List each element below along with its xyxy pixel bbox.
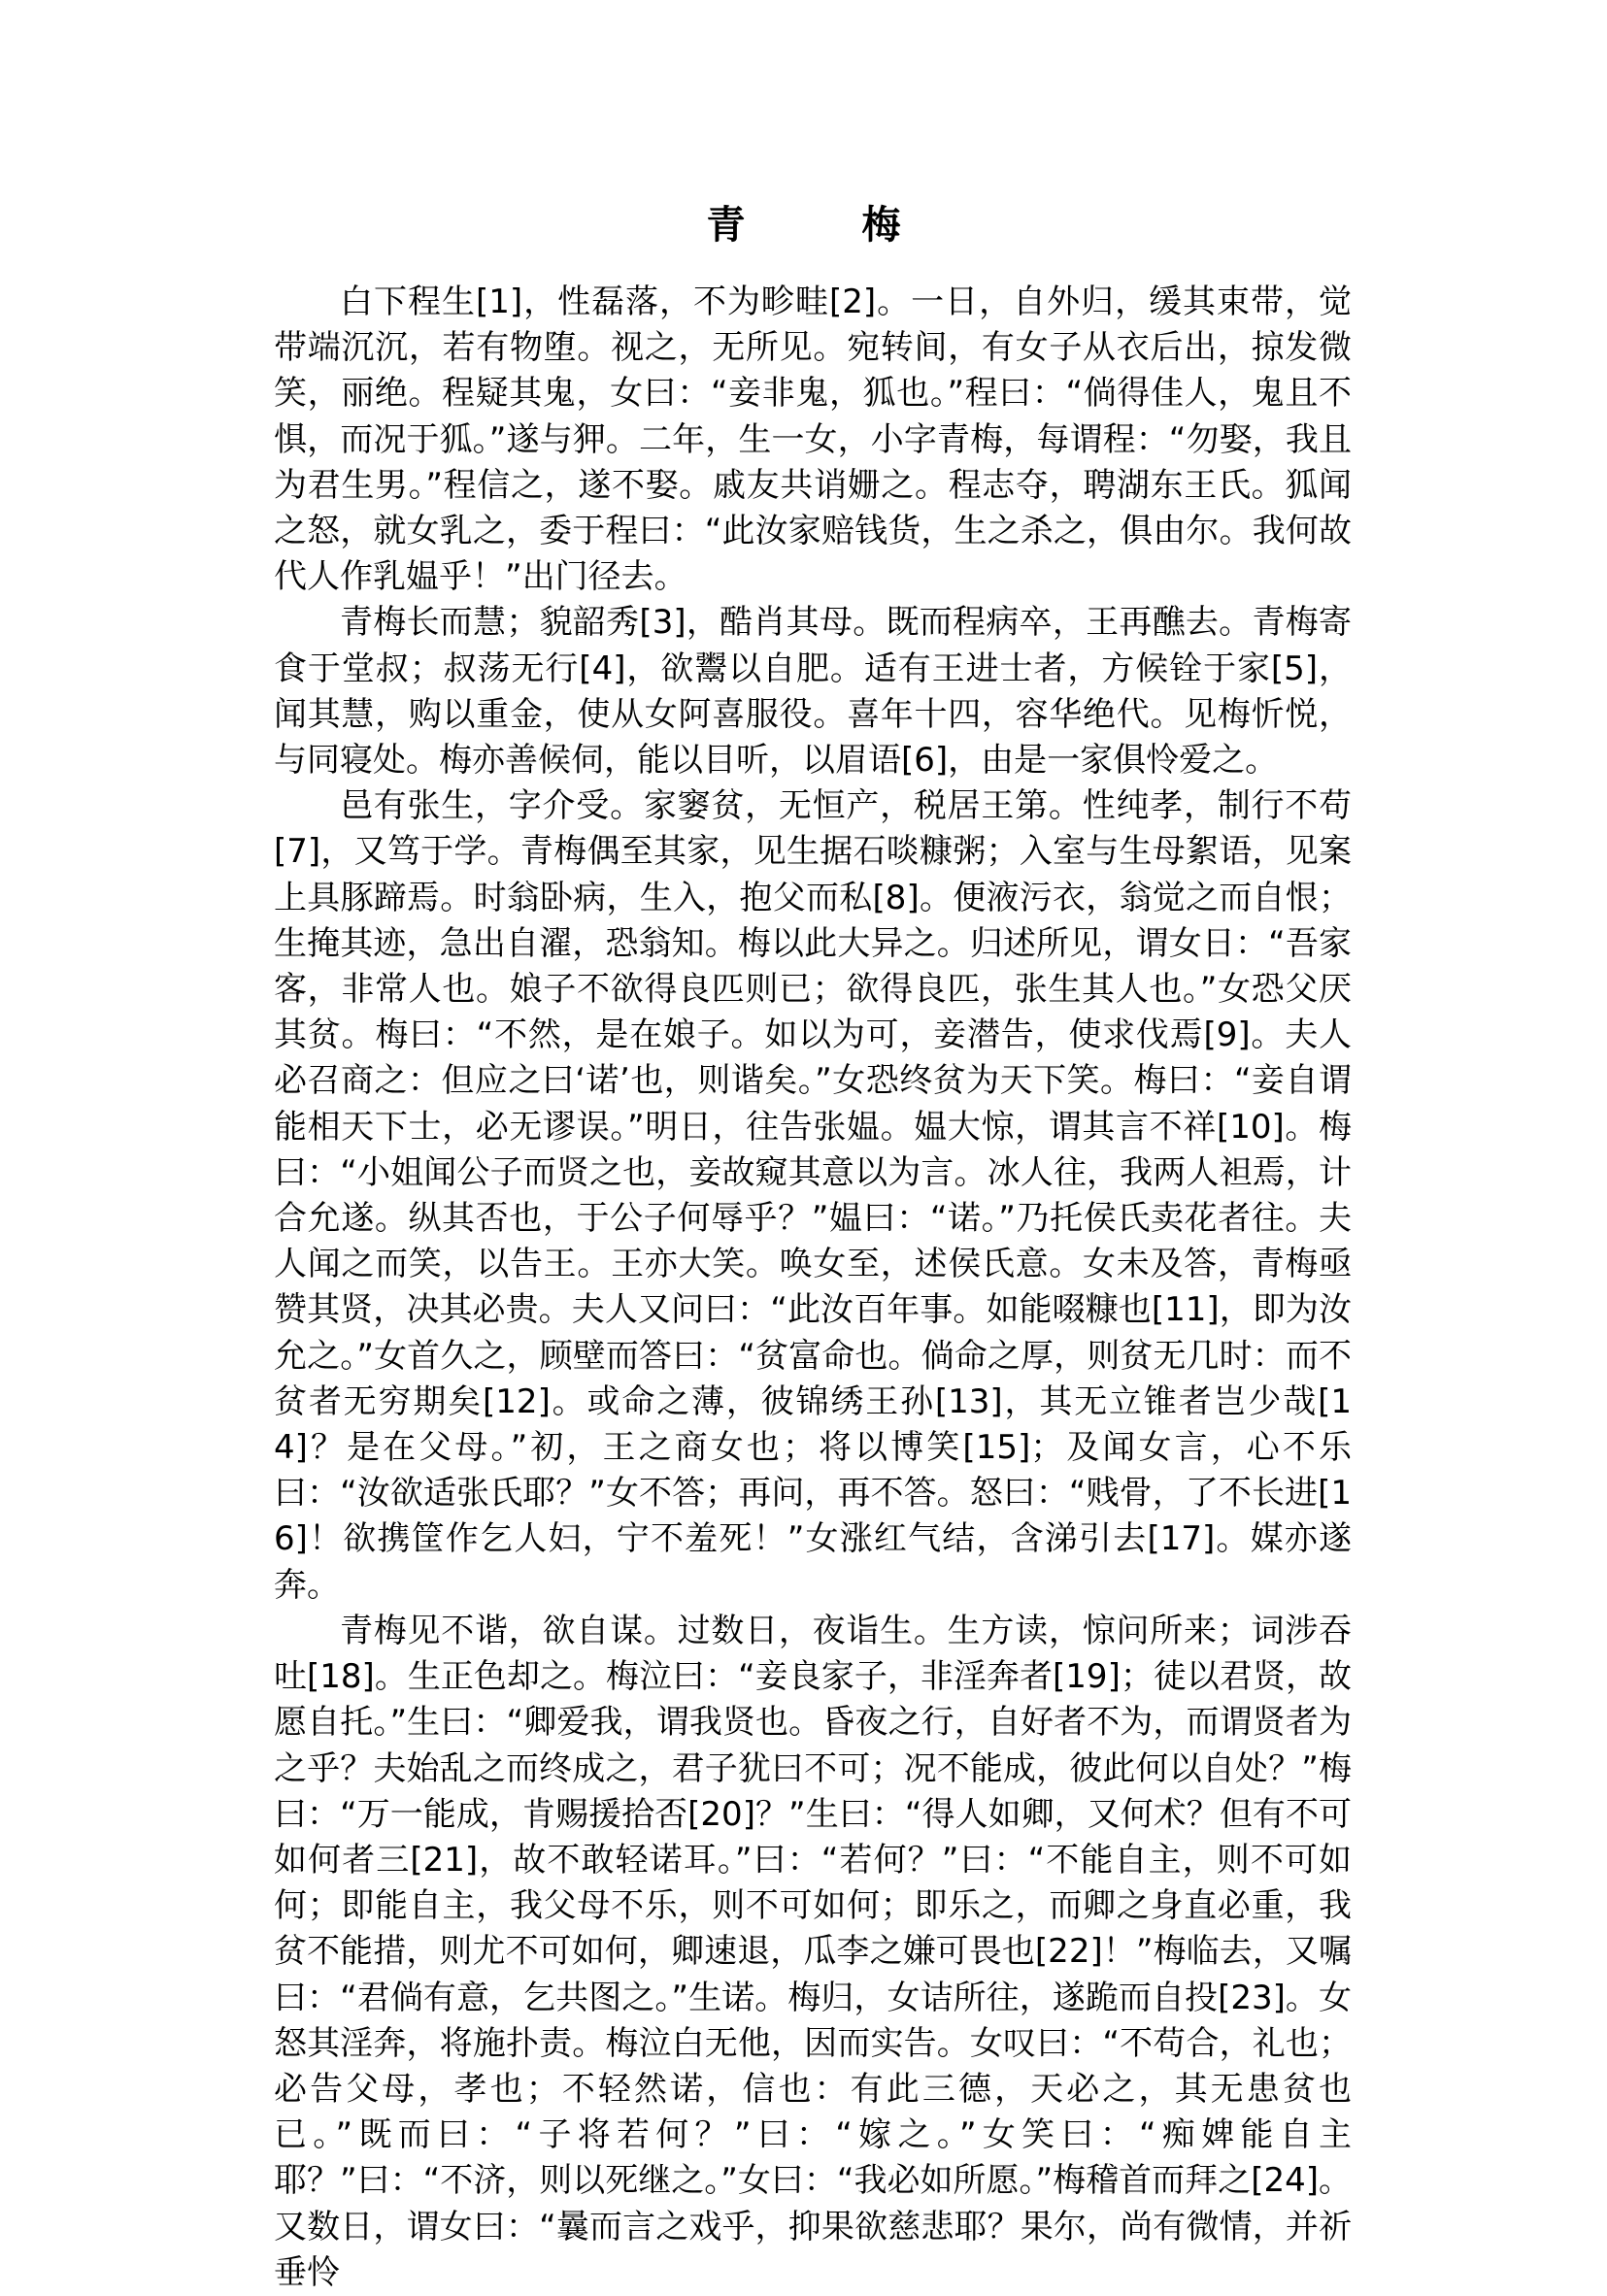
paragraph-2: 青梅长而慧；貌韶秀[3]，酷肖其母。既而程病卒，王再醮去。青梅寄食于堂叔；叔荡无行[4]，欲鬻以自肥。适有王进士者，方候铨于家[5]，闻其慧，购以重金，使从女阿喜服役。喜年十四，容华绝代。见梅忻悦，与同寝处。梅亦善候伺，能以目听，以眉语[6]，由是一家俱怜爱之。 (274, 603, 1352, 781)
page-title: 青 梅 (706, 203, 940, 248)
paragraph-4: 青梅见不谐，欲自谋。过数日，夜诣生。生方读，惊问所来；词涉吞吐[18]。生正色却之。梅泣曰：“妾良家子，非淫奔者[19]；徒以君贤，故愿自托。”生曰：“卿爱我，谓我贤也。昏夜之行，自好者不为，而谓贤者为之乎？夫始乱之而终成之，君子犹曰不可；况不能成，彼此何以自处？”梅曰：“万一能成，肯赐援拾否[20]？”生曰：“得人如卿，又何术？但有不可如何者三[21]，故不敢轻诺耳。”曰：“若何？”曰：“不能自主，则不可如何；即能自主，我父母不乐，则不可如何；即乐之，而卿之身直必重，我贫不能措，则尤不可如何，卿速退，瓜李之嫌可畏也[22]！”梅临去，又嘱曰：“君倘有意，乞共图之。”生诺。梅归，女诘所往，遂跪而自投[23]。女怒其淫奔，将施扑责。梅泣白无他，因而实告。女叹曰：“不苟合，礼也；必告父母，孝也；不轻然诺，信也：有此三德，天必之，其无患贫也已。”既而曰：“子将若何？”曰：“嫁之。”女笑曰：“痴婢能自主耶？”曰：“不济，则以死继之。”女曰：“我必如所愿。”梅稽首而拜之[24]。又数日，谓女曰：“曩而言之戏乎，抑果欲慈悲耶？果尔，尚有微情，并祈垂怜 (274, 1611, 1352, 2292)
paragraph-1: 白下程生[1]，性磊落，不为畛畦[2]。一日，自外归，缓其束带，觉带端沉沉，若有物堕。视之，无所见。宛转间，有女子从衣后出，掠发微笑，丽绝。程疑其鬼，女曰：“妾非鬼，狐也。”程曰：“倘得佳人，鬼且不惧，而况于狐。”遂与狎。二年，生一女，小字青梅，每谓程：“勿娶，我且为君生男。”程信之，遂不娶。戚友共诮姗之。程志夺，聘湖东王氏。狐闻之怒，就女乳之，委于程曰：“此汝家赔钱货，生之杀之，俱由尔。我何故代人作乳媪乎！”出门径去。 (274, 283, 1352, 597)
paragraph-3: 邑有张生，字介受。家窭贫，无恒产，税居王第。性纯孝，制行不苟[7]，又笃于学。青梅偶至其家，见生据石啖糠粥；入室与生母絮语，见案上具豚蹄焉。时翁卧病，生入，抱父而私[8]。便液污衣，翁觉之而自恨；生掩其迹，急出自濯，恐翁知。梅以此大异之。归述所见，谓女日：“吾家客，非常人也。娘子不欲得良匹则已；欲得良匹，张生其人也。”女恐父厌其贫。梅曰：“不然，是在娘子。如以为可，妾潜告，使求伐焉[9]。夫人必召商之：但应之曰‘诺’也，则谐矣。”女恐终贫为天下笑。梅曰：“妾自谓能相天下士，必无谬误。”明日，往告张媪。媪大惊，谓其言不祥[10]。梅曰：“小姐闻公子而贤之也，妾故窥其意以为言。冰人往，我两人袒焉，计合允遂。纵其否也，于公子何辱乎？”媪曰：“诺。”乃托侯氏卖花者往。夫人闻之而笑，以告王。王亦大笑。唤女至，述侯氏意。女未及答，青梅亟赞其贤，决其必贵。夫人又问曰：“此汝百年事。如能啜糠也[11]，即为汝允之。”女首久之，顾壁而答曰：“贫富命也。倘命之厚，则贫无几时：而不贫者无穷期矣[12]。或命之薄，彼锦绣王孙[13]，其无立锥者岂少哉[14]？是在父母。”初，王之商女也；将以博笑[15]；及闻女言，心不乐曰：“汝欲适张氏耶？”女不答；再问，再不答。怒曰：“贱骨，了不长进[16]！欲携筐作乞人妇，宁不羞死！”女涨红气结，含涕引去[17]。媒亦遂奔。 (274, 786, 1352, 1605)
body-text (274, 280, 1352, 2296)
